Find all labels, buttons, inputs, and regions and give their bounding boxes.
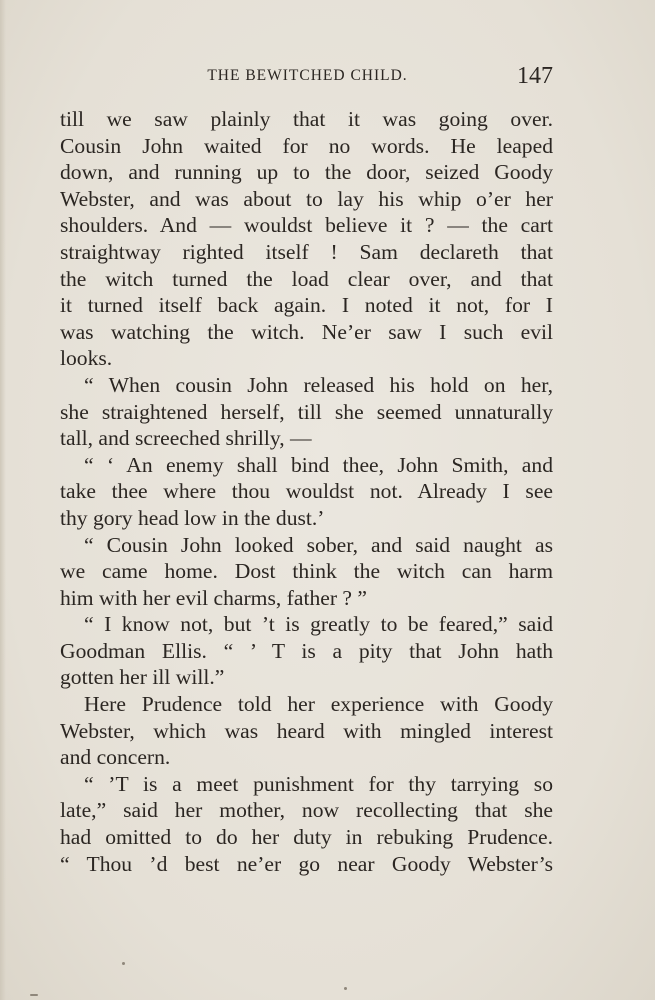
- text-line: it turned itself back again. I noted it not, for I: [60, 293, 553, 318]
- text-line: thy gory head low in the dust.’: [60, 505, 325, 530]
- text-line: Goodman Ellis. “ ’ T is a pity that John hath: [60, 638, 553, 663]
- text-line: Webster, and was about to lay his whip o’er her: [60, 186, 553, 211]
- text-line: looks.: [60, 346, 113, 371]
- text-line: “ When cousin John released his hold on her,: [84, 372, 553, 397]
- text-line: Webster, which was heard with mingled interest: [60, 718, 553, 743]
- text-line: take thee where thou wouldst not. Already I see: [60, 479, 553, 504]
- text-line: Cousin John waited for no words. He leaped: [60, 133, 553, 158]
- paper-speck: [30, 994, 38, 996]
- text-line: “ Thou ’d best ne’er go near Goody Webster’s: [60, 851, 553, 876]
- paper-speck: [344, 987, 347, 990]
- text-line: the witch turned the load clear over, and that: [60, 266, 553, 291]
- page-gutter-shadow: [0, 0, 6, 1000]
- text-line: was watching the witch. Ne’er saw I such evil: [60, 319, 553, 344]
- running-head: [60, 64, 555, 92]
- text-line: and concern.: [60, 745, 171, 770]
- text-line: Here Prudence told her experience with Goody: [84, 692, 553, 717]
- text-line: “ ‘ An enemy shall bind thee, John Smith, and: [84, 452, 553, 477]
- paper-speck: [122, 962, 125, 965]
- text-line: she straightened herself, till she seemed unnaturally: [60, 399, 553, 424]
- running-title: THE BEWITCHED CHILD.: [207, 67, 408, 84]
- page-number: 147: [517, 63, 553, 89]
- text-line: late,” said her mother, now recollecting that she: [60, 798, 553, 823]
- text-line: till we saw plainly that it was going over.: [60, 107, 553, 131]
- body-text: [60, 106, 553, 877]
- text-line: him with her evil charms, father ? ”: [60, 585, 367, 610]
- text-line: straightway righted itself ! Sam declareth that: [60, 239, 553, 264]
- text-line: “ Cousin John looked sober, and said naught as: [84, 532, 553, 557]
- text-line: shoulders. And — wouldst believe it ? — the cart: [60, 213, 553, 238]
- text-line: we came home. Dost think the witch can harm: [60, 559, 553, 584]
- text-line: down, and running up to the door, seized Goody: [60, 160, 553, 185]
- text-line: “ ’T is a meet punishment for thy tarrying so: [84, 771, 553, 796]
- text-line: “ I know not, but ’t is greatly to be feared,” said: [84, 612, 553, 637]
- text-line: gotten her ill will.”: [60, 665, 225, 690]
- text-line: tall, and screeched shrilly, —: [60, 426, 312, 451]
- text-line: had omitted to do her duty in rebuking Prudence.: [60, 825, 553, 850]
